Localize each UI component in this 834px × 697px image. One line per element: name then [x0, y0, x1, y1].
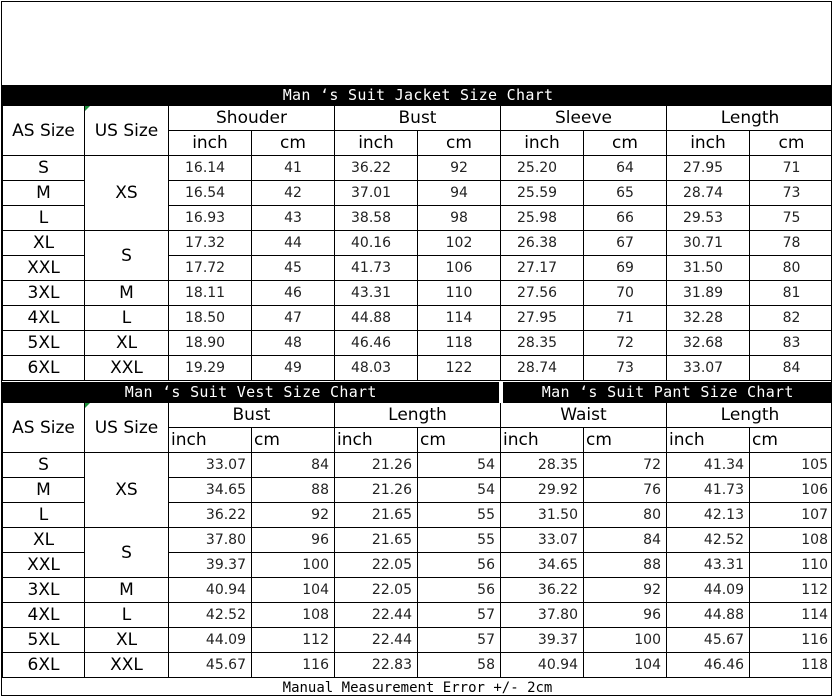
measurement-cell: 44.09 [667, 578, 750, 603]
measurement-cell: 105 [750, 453, 833, 478]
as-size-cell: XXL [3, 256, 85, 281]
measurement-cell: 28.74 [667, 181, 750, 206]
measurement-cell: 65 [584, 181, 667, 206]
measurement-cell: 81 [750, 281, 833, 306]
measurement-cell: 112 [750, 578, 833, 603]
as-size-cell: XL [3, 528, 85, 553]
table-row [3, 356, 833, 381]
measurement-cell: 37.80 [169, 528, 252, 553]
measurement-cell: 64 [584, 156, 667, 181]
as-size-cell: M [3, 181, 85, 206]
us-size-cell: M [85, 578, 169, 603]
unit-cm: cm [750, 131, 833, 156]
measurement-cell: 45 [252, 256, 335, 281]
measurement-cell: 42.13 [667, 503, 750, 528]
measurement-cell: 27.56 [501, 281, 584, 306]
jacket-size-table [2, 85, 832, 381]
measurement-cell: 88 [584, 553, 667, 578]
unit-inch: inch [169, 131, 252, 156]
as-size-cell: M [3, 478, 85, 503]
measurement-cell: 78 [750, 231, 833, 256]
measurement-cell: 29.53 [667, 206, 750, 231]
length-header: Length [667, 106, 833, 131]
measurement-cell: 47 [252, 306, 335, 331]
measurement-cell: 41.73 [335, 256, 418, 281]
unit-inch: inch [667, 131, 750, 156]
measurement-cell: 21.26 [335, 478, 418, 503]
measurement-cell: 73 [584, 356, 667, 381]
measurement-cell: 84 [750, 356, 833, 381]
measurement-cell: 21.65 [335, 528, 418, 553]
measurement-cell: 33.07 [169, 453, 252, 478]
measurement-cell: 55 [418, 528, 501, 553]
measurement-cell: 16.14 [169, 156, 252, 181]
table-row [3, 603, 833, 628]
unit-inch: inch [169, 428, 252, 453]
measurement-cell: 40.94 [169, 578, 252, 603]
unit-inch: inch [501, 428, 584, 453]
measurement-cell: 19.29 [169, 356, 252, 381]
measurement-cell: 38.58 [335, 206, 418, 231]
as-size-header: AS Size [3, 403, 85, 453]
measurement-cell: 39.37 [501, 628, 584, 653]
table-row [3, 231, 833, 256]
unit-cm: cm [750, 428, 833, 453]
measurement-cell: 22.44 [335, 603, 418, 628]
measurement-cell: 104 [252, 578, 335, 603]
measurement-cell: 80 [750, 256, 833, 281]
unit-cm: cm [252, 131, 335, 156]
measurement-cell: 66 [584, 206, 667, 231]
as-size-header: AS Size [3, 106, 85, 156]
measurement-cell: 22.05 [335, 553, 418, 578]
measurement-cell: 41.73 [667, 478, 750, 503]
us-size-cell: XS [85, 453, 169, 528]
vest-chart-title: Man ‘s Suit Vest Size Chart [3, 383, 501, 403]
measurement-cell: 72 [584, 453, 667, 478]
measurement-cell: 42.52 [169, 603, 252, 628]
measurement-cell: 106 [418, 256, 501, 281]
measurement-cell: 100 [584, 628, 667, 653]
shoulder-header: Shouder [169, 106, 335, 131]
measurement-cell: 36.22 [335, 156, 418, 181]
measurement-cell: 122 [418, 356, 501, 381]
measurement-cell: 92 [418, 156, 501, 181]
as-size-cell: 6XL [3, 653, 85, 678]
measurement-cell: 58 [418, 653, 501, 678]
measurement-cell: 96 [584, 603, 667, 628]
table-row [3, 578, 833, 603]
as-size-cell: XL [3, 231, 85, 256]
measurement-cell: 41.34 [667, 453, 750, 478]
measurement-cell: 92 [584, 578, 667, 603]
us-size-cell: M [85, 281, 169, 306]
as-size-cell: 4XL [3, 603, 85, 628]
us-size-header: US Size [85, 106, 169, 156]
measurement-cell: 43 [252, 206, 335, 231]
measurement-cell: 80 [584, 503, 667, 528]
measurement-cell: 18.11 [169, 281, 252, 306]
pant-length-header: Length [667, 403, 833, 428]
jacket-chart-title: Man ‘s Suit Jacket Size Chart [3, 86, 833, 106]
measurement-cell: 84 [584, 528, 667, 553]
table-row [3, 453, 833, 478]
as-size-cell: S [3, 453, 85, 478]
measurement-cell: 42.52 [667, 528, 750, 553]
measurement-cell: 56 [418, 578, 501, 603]
measurement-cell: 21.26 [335, 453, 418, 478]
measurement-cell: 40.94 [501, 653, 584, 678]
unit-inch: inch [335, 428, 418, 453]
unit-inch: inch [501, 131, 584, 156]
measurement-cell: 83 [750, 331, 833, 356]
us-size-cell: XL [85, 331, 169, 356]
measurement-cell: 16.93 [169, 206, 252, 231]
measurement-cell: 76 [584, 478, 667, 503]
measurement-cell: 27.17 [501, 256, 584, 281]
as-size-cell: L [3, 503, 85, 528]
measurement-cell: 29.92 [501, 478, 584, 503]
as-size-cell: 6XL [3, 356, 85, 381]
measurement-cell: 118 [418, 331, 501, 356]
measurement-cell: 39.37 [169, 553, 252, 578]
measurement-cell: 110 [750, 553, 833, 578]
unit-inch: inch [335, 131, 418, 156]
measurement-cell: 102 [418, 231, 501, 256]
measurement-cell: 48 [252, 331, 335, 356]
table-row [3, 628, 833, 653]
vest-bust-header: Bust [169, 403, 335, 428]
measurement-cell: 27.95 [667, 156, 750, 181]
measurement-cell: 43.31 [667, 553, 750, 578]
measurement-cell: 33.07 [501, 528, 584, 553]
unit-cm: cm [418, 131, 501, 156]
measurement-cell: 88 [252, 478, 335, 503]
measurement-cell: 22.83 [335, 653, 418, 678]
measurement-cell: 118 [750, 653, 833, 678]
measurement-cell: 17.32 [169, 231, 252, 256]
measurement-cell: 28.35 [501, 453, 584, 478]
measurement-cell: 112 [252, 628, 335, 653]
measurement-error-note: Manual Measurement Error +/- 2cm [282, 680, 553, 696]
table-row [3, 306, 833, 331]
measurement-cell: 18.50 [169, 306, 252, 331]
as-size-cell: L [3, 206, 85, 231]
bust-header: Bust [335, 106, 501, 131]
table-row [3, 528, 833, 553]
measurement-cell: 25.98 [501, 206, 584, 231]
measurement-cell: 30.71 [667, 231, 750, 256]
vest-length-header: Length [335, 403, 501, 428]
measurement-cell: 40.16 [335, 231, 418, 256]
measurement-cell: 96 [252, 528, 335, 553]
measurement-cell: 31.50 [667, 256, 750, 281]
table-row [3, 653, 833, 678]
measurement-cell: 94 [418, 181, 501, 206]
measurement-cell: 21.65 [335, 503, 418, 528]
measurement-cell: 46 [252, 281, 335, 306]
measurement-cell: 34.65 [501, 553, 584, 578]
measurement-cell: 92 [252, 503, 335, 528]
measurement-cell: 44.09 [169, 628, 252, 653]
measurement-cell: 33.07 [667, 356, 750, 381]
as-size-cell: 3XL [3, 281, 85, 306]
table-row [3, 331, 833, 356]
measurement-cell: 32.28 [667, 306, 750, 331]
measurement-cell: 42 [252, 181, 335, 206]
measurement-cell: 44.88 [335, 306, 418, 331]
measurement-cell: 46.46 [335, 331, 418, 356]
measurement-cell: 54 [418, 478, 501, 503]
measurement-cell: 107 [750, 503, 833, 528]
measurement-cell: 31.50 [501, 503, 584, 528]
measurement-cell: 26.38 [501, 231, 584, 256]
measurement-cell: 25.59 [501, 181, 584, 206]
measurement-cell: 36.22 [169, 503, 252, 528]
measurement-cell: 67 [584, 231, 667, 256]
measurement-cell: 36.22 [501, 578, 584, 603]
us-size-cell: L [85, 306, 169, 331]
us-size-cell: S [85, 231, 169, 281]
measurement-cell: 98 [418, 206, 501, 231]
size-chart-sheet [1, 1, 832, 696]
measurement-cell: 37.80 [501, 603, 584, 628]
us-size-cell: XS [85, 156, 169, 231]
measurement-cell: 116 [750, 628, 833, 653]
measurement-cell: 43.31 [335, 281, 418, 306]
us-size-cell: XXL [85, 356, 169, 381]
measurement-cell: 46.46 [667, 653, 750, 678]
measurement-cell: 108 [750, 528, 833, 553]
measurement-cell: 28.35 [501, 331, 584, 356]
measurement-cell: 31.89 [667, 281, 750, 306]
unit-cm: cm [418, 428, 501, 453]
as-size-cell: 5XL [3, 331, 85, 356]
measurement-cell: 45.67 [667, 628, 750, 653]
measurement-cell: 18.90 [169, 331, 252, 356]
measurement-cell: 22.05 [335, 578, 418, 603]
pant-waist-header: Waist [501, 403, 667, 428]
measurement-cell: 27.95 [501, 306, 584, 331]
measurement-cell: 106 [750, 478, 833, 503]
measurement-cell: 69 [584, 256, 667, 281]
measurement-cell: 57 [418, 628, 501, 653]
measurement-cell: 84 [252, 453, 335, 478]
measurement-cell: 114 [418, 306, 501, 331]
measurement-cell: 34.65 [169, 478, 252, 503]
table-row [3, 156, 833, 181]
as-size-cell: XXL [3, 553, 85, 578]
measurement-cell: 104 [584, 653, 667, 678]
us-size-cell: S [85, 528, 169, 578]
measurement-cell: 116 [252, 653, 335, 678]
measurement-cell: 114 [750, 603, 833, 628]
as-size-cell: S [3, 156, 85, 181]
measurement-cell: 75 [750, 206, 833, 231]
measurement-cell: 73 [750, 181, 833, 206]
measurement-cell: 70 [584, 281, 667, 306]
measurement-cell: 71 [750, 156, 833, 181]
measurement-cell: 48.03 [335, 356, 418, 381]
unit-cm: cm [252, 428, 335, 453]
measurement-cell: 71 [584, 306, 667, 331]
unit-cm: cm [584, 428, 667, 453]
measurement-cell: 22.44 [335, 628, 418, 653]
measurement-cell: 56 [418, 553, 501, 578]
measurement-cell: 100 [252, 553, 335, 578]
measurement-cell: 25.20 [501, 156, 584, 181]
as-size-cell: 3XL [3, 578, 85, 603]
us-size-cell: L [85, 603, 169, 628]
table-row [3, 281, 833, 306]
measurement-cell: 37.01 [335, 181, 418, 206]
measurement-cell: 55 [418, 503, 501, 528]
us-size-cell: XXL [85, 653, 169, 678]
unit-inch: inch [667, 428, 750, 453]
measurement-cell: 54 [418, 453, 501, 478]
vest-pant-size-table [2, 382, 832, 678]
us-size-cell: XL [85, 628, 169, 653]
measurement-cell: 45.67 [169, 653, 252, 678]
measurement-cell: 32.68 [667, 331, 750, 356]
measurement-cell: 16.54 [169, 181, 252, 206]
measurement-cell: 17.72 [169, 256, 252, 281]
measurement-cell: 41 [252, 156, 335, 181]
unit-cm: cm [584, 131, 667, 156]
measurement-cell: 44.88 [667, 603, 750, 628]
us-size-header: US Size [85, 403, 169, 453]
sleeve-header: Sleeve [501, 106, 667, 131]
pant-chart-title: Man ‘s Suit Pant Size Chart [501, 383, 833, 403]
as-size-cell: 4XL [3, 306, 85, 331]
measurement-cell: 28.74 [501, 356, 584, 381]
as-size-cell: 5XL [3, 628, 85, 653]
measurement-cell: 82 [750, 306, 833, 331]
measurement-cell: 110 [418, 281, 501, 306]
measurement-cell: 49 [252, 356, 335, 381]
measurement-cell: 72 [584, 331, 667, 356]
measurement-cell: 57 [418, 603, 501, 628]
measurement-cell: 108 [252, 603, 335, 628]
measurement-cell: 44 [252, 231, 335, 256]
